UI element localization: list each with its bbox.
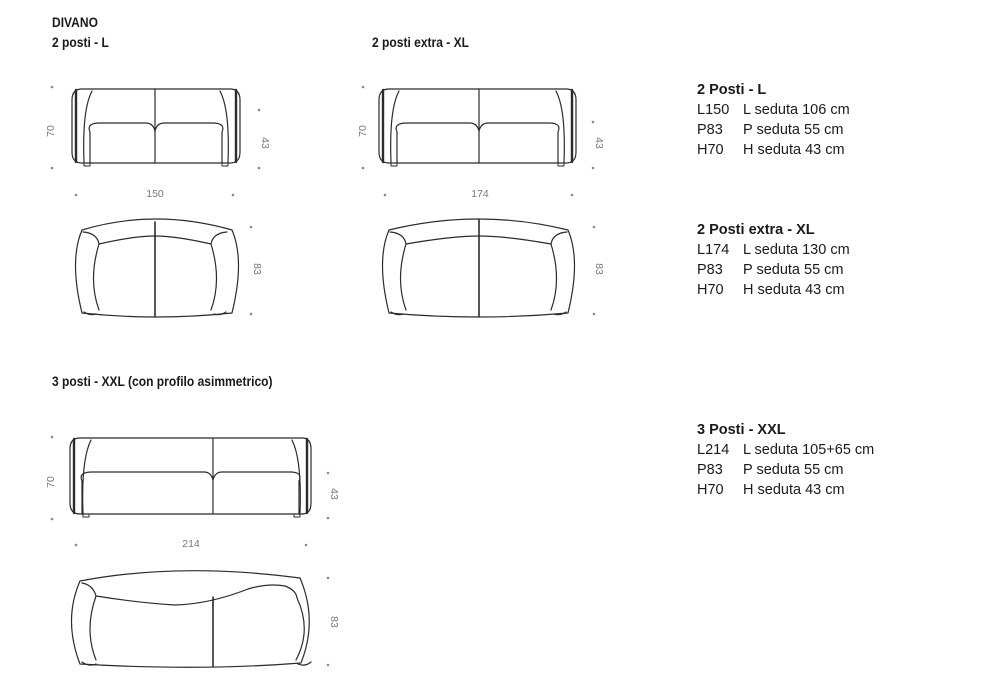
sofa-xl-front-view: [379, 89, 576, 166]
dim-height-a: 70: [45, 125, 57, 137]
spec-row: [697, 140, 850, 160]
spec-text: H seduta 43 cm: [743, 142, 845, 158]
spec-block-2-posti-l: [697, 80, 850, 160]
spec-row: [697, 480, 874, 500]
dim-width-a: 150: [146, 188, 164, 200]
spec-text: P seduta 55 cm: [743, 462, 844, 478]
spec-text: P seduta 55 cm: [743, 122, 844, 138]
dim-seat-a: 43: [259, 137, 271, 149]
sofa-xl-top-view: [383, 219, 575, 317]
spec-row: [697, 240, 850, 260]
spec-code: L150: [697, 102, 730, 118]
dim-width-b: 174: [471, 188, 489, 200]
model-title-3-posti-xxl: 3 posti - XXL (con profilo asimmetrico): [52, 373, 273, 389]
spec-code: H70: [697, 482, 724, 498]
dim-depth-a: 83: [251, 263, 263, 275]
sofa-xxl-top-view: [72, 571, 312, 668]
spec-block-2-posti-xl: [697, 220, 850, 300]
spec-code: H70: [697, 282, 724, 298]
dim-seat-c: 43: [328, 488, 340, 500]
spec-code: L174: [697, 242, 730, 258]
sofa-l-top-view: [76, 219, 239, 317]
dim-height-b: 70: [357, 125, 369, 137]
spec-title: 2 Posti extra - XL: [697, 222, 815, 238]
spec-text: L seduta 130 cm: [743, 242, 850, 258]
model-title-2-posti-xl: 2 posti extra - XL: [372, 34, 470, 50]
spec-text: L seduta 106 cm: [743, 102, 850, 118]
dim-seat-b: 43: [593, 137, 605, 149]
spec-row: [697, 100, 850, 120]
sofa-l-front-view: [72, 89, 240, 166]
spec-text: L seduta 105+65 cm: [743, 442, 875, 458]
category-title: DIVANO: [52, 14, 98, 30]
model-title-2-posti-l: 2 posti - L: [52, 34, 109, 50]
spec-row: [697, 120, 850, 140]
dim-depth-c: 83: [328, 616, 340, 628]
dim-height-c: 70: [45, 476, 57, 488]
spec-row: [697, 440, 874, 460]
spec-row: [697, 280, 850, 300]
spec-code: P83: [697, 262, 723, 278]
spec-title: 2 Posti - L: [697, 82, 767, 98]
spec-text: H seduta 43 cm: [743, 282, 845, 298]
dim-width-c: 214: [182, 538, 200, 550]
spec-block-3-posti-xxl: [697, 420, 874, 500]
sofa-xxl-front-view: [70, 438, 311, 517]
spec-code: P83: [697, 122, 723, 138]
spec-row: [697, 460, 874, 480]
spec-row: [697, 260, 850, 280]
dim-depth-b: 83: [593, 263, 605, 275]
spec-code: P83: [697, 462, 723, 478]
spec-code: H70: [697, 142, 724, 158]
spec-text: P seduta 55 cm: [743, 262, 844, 278]
spec-title: 3 Posti - XXL: [697, 422, 786, 438]
spec-text: H seduta 43 cm: [743, 482, 845, 498]
dimension-marker-dots: [51, 86, 596, 667]
spec-code: L214: [697, 442, 730, 458]
